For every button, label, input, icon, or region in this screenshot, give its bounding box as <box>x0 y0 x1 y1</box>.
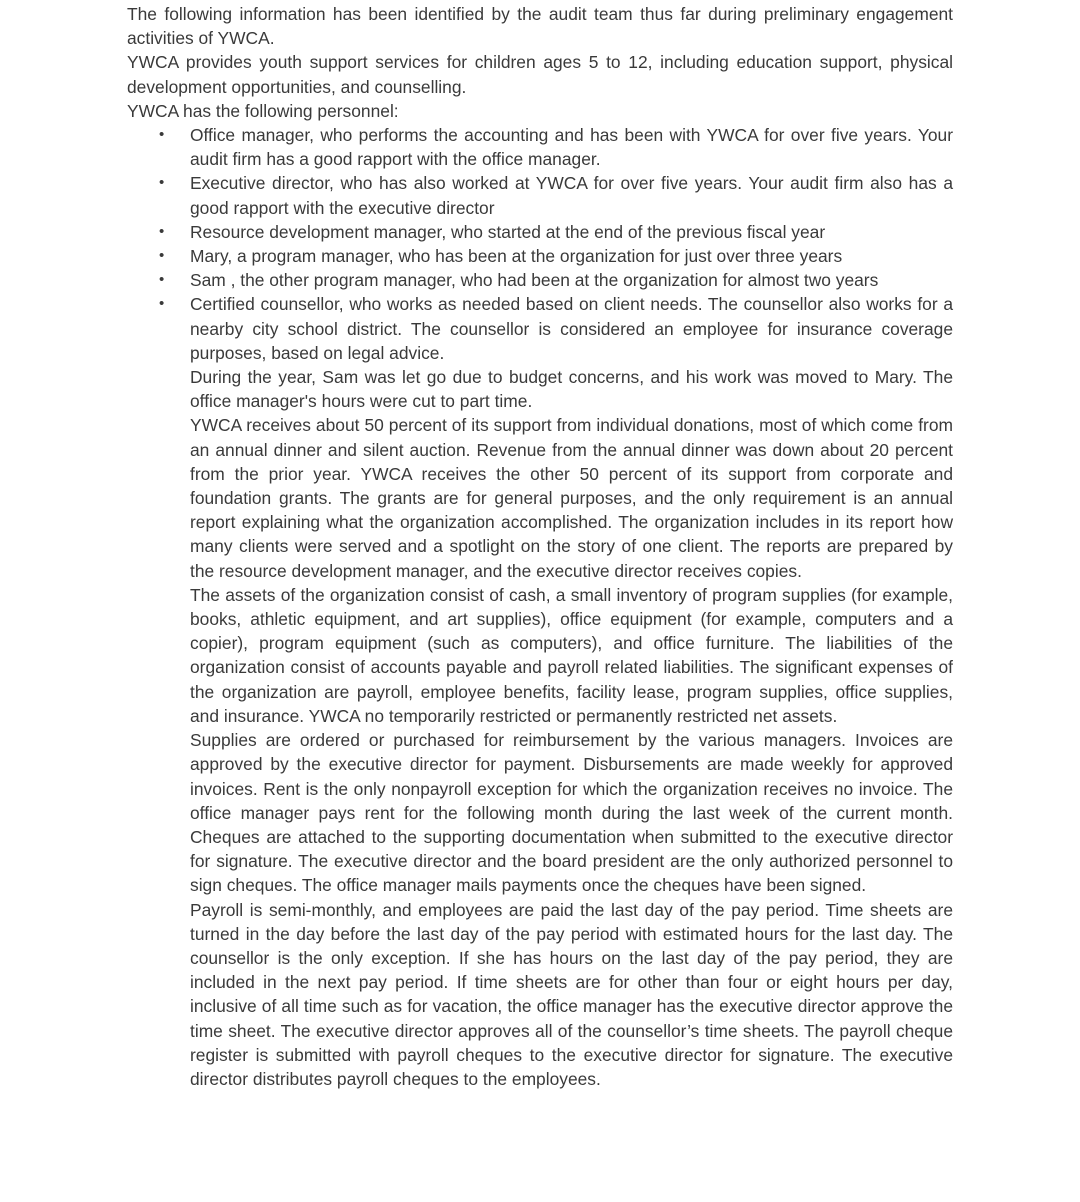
paragraph-assets-liabilities: The assets of the organization consist of cash, a small inventory of program supplies (for example, books, athletic equipment, and art supplies), office equipment (for example, computers and a copier), program equipment (such as computers), and office furniture. The liabilities of the organization consist of accounts payable and payroll related liabilities. The significant expenses of the organization are payroll, employee benefits, facility lease, program supplies, office supplies, and insurance. YWCA no temporarily restricted or permanently restricted net assets. <box>190 584 953 726</box>
bullet-icon: • <box>159 174 165 192</box>
list-item <box>159 220 953 244</box>
intro-paragraph-1: The following information has been identified by the audit team thus far during preliminary engagement activities of YWCA. <box>127 4 953 49</box>
paragraph-disbursements: Supplies are ordered or purchased for reimbursement by the various managers. Invoices are approved by the executive director for payment. Disbursements are made weekly for approved invoices. Rent is the only nonpayroll exception for which the organization receives no invoice. The office manager pays rent for the following month during the last week of the current month. Cheques are attached to the supporting documentation when submitted to the executive director for signature. The executive director and the board president are the only authorized personnel to sign cheques. The office manager mails payments once the cheques have been signed. <box>190 730 953 896</box>
intro-paragraph-3: YWCA has the following personnel: <box>127 100 399 121</box>
bullet-icon: • <box>159 247 165 265</box>
personnel-list <box>127 123 953 365</box>
bullet-icon: • <box>159 126 165 144</box>
bullet-icon: • <box>159 222 165 240</box>
personnel-resource-development-manager: Resource development manager, who started at the end of the previous fiscal year <box>190 221 826 242</box>
list-item <box>159 292 953 365</box>
personnel-executive-director: Executive director, who has also worked at YWCA for over five years. Your audit firm also has a good rapport with the executive director <box>190 173 953 218</box>
list-item <box>159 268 953 292</box>
bullet-icon: • <box>159 271 165 289</box>
paragraph-staff-changes: During the year, Sam was let go due to budget concerns, and his work was moved to Mary. The office manager's hours were cut to part time. <box>190 367 953 412</box>
document-body <box>127 2 953 1091</box>
paragraph-payroll: Payroll is semi-monthly, and employees are paid the last day of the pay period. Time sheets are turned in the day before the last day of the pay period with estimated hours for the last day. The counsellor is the only exception. If she has hours on the last day of the pay period, they are included in the next pay period. If time sheets are for other than four or eight hours per day, inclusive of all time such as for vacation, the office manager has the executive director approve the time sheet. The executive director approves all of the counsellor’s time sheets. The payroll cheque register is submitted with payroll cheques to the executive director for signature. The executive director distributes payroll cheques to the employees. <box>190 899 953 1089</box>
paragraph-support-sources: YWCA receives about 50 percent of its support from individual donations, most of which come from an annual dinner and silent auction. Revenue from the annual dinner was down about 20 percent from the prior year. YWCA receives the other 50 percent of its support from corporate and foundation grants. The grants are for general purposes, and the only requirement is an annual report explaining what the organization accomplished. The organization includes in its report how many clients were served and a spotlight on the story of one client. The reports are prepared by the resource development manager, and the executive director receives copies. <box>190 415 953 581</box>
bullet-icon: • <box>159 295 165 313</box>
personnel-sam: Sam , the other program manager, who had been at the organization for almost two years <box>190 270 879 291</box>
list-item <box>159 244 953 268</box>
intro-paragraph-2: YWCA provides youth support services for children ages 5 to 12, including education support, physical development opportunities, and counselling. <box>127 52 953 97</box>
personnel-office-manager: Office manager, who performs the accounting and has been with YWCA for over five years. Your audit firm has a good rapport with the office manager. <box>190 125 953 170</box>
personnel-counsellor: Certified counsellor, who works as needed based on client needs. The counsellor also works for a nearby city school district. The counsellor is considered an employee for insurance coverage purposes, based on legal advice. <box>190 294 953 363</box>
personnel-mary: Mary, a program manager, who has been at the organization for just over three years <box>190 246 843 267</box>
list-item <box>159 171 953 219</box>
list-item <box>159 123 953 171</box>
